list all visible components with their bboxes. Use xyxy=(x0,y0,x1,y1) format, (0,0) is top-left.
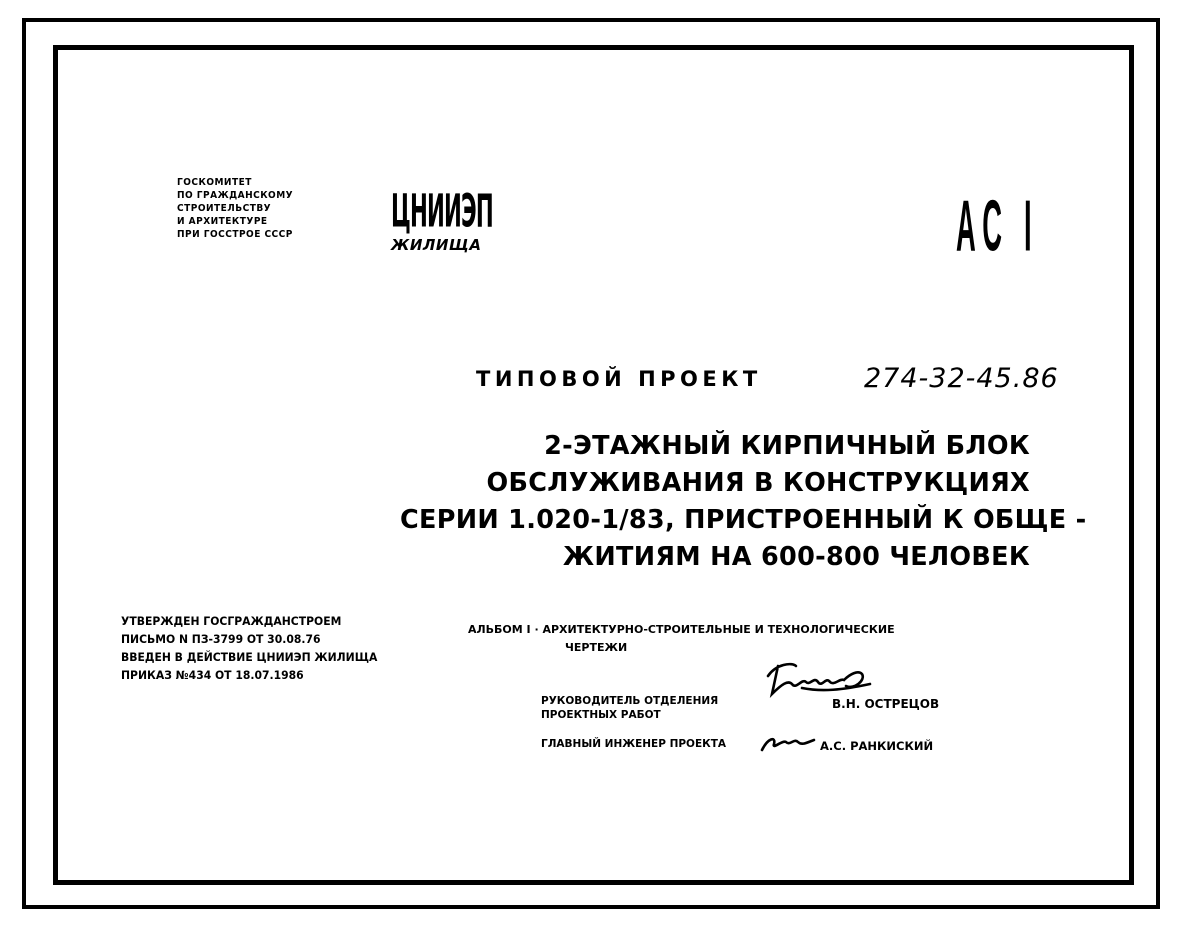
head-signature xyxy=(762,654,874,700)
organization-block xyxy=(177,176,293,241)
album-line-1: АЛЬБОМ I · АРХИТЕКТУРНО-СТРОИТЕЛЬНЫЕ И ТЕХНОЛОГИЧЕСКИЕ xyxy=(468,623,895,636)
approval-line: УТВЕРЖДЕН ГОСГРАЖДАНСТРОЕМ xyxy=(121,614,342,628)
project-label: ТИПОВОЙ ПРОЕКТ xyxy=(476,367,762,391)
institute-logo xyxy=(391,186,493,258)
title-line: ОБСЛУЖИВАНИЯ В КОНСТРУКЦИЯХ xyxy=(486,468,1030,498)
album-code: АС I xyxy=(956,188,1039,268)
head-title-block xyxy=(541,694,718,722)
title-line: ЖИТИЯМ НА 600-800 ЧЕЛОВЕК xyxy=(562,542,1030,572)
title-line: СЕРИИ 1.020-1/83, ПРИСТРОЕННЫЙ К ОБЩЕ - xyxy=(400,505,1087,535)
title-line: 2-ЭТАЖНЫЙ КИРПИЧНЫЙ БЛОК xyxy=(544,431,1030,461)
approval-line: ПИСЬМО N ПЗ-3799 ОТ 30.08.76 xyxy=(121,632,321,646)
project-number: 274-32-45.86 xyxy=(864,363,1059,394)
head-title-line: ПРОЕКТНЫХ РАБОТ xyxy=(541,709,661,721)
organization-line: И АРХИТЕКТУРЕ xyxy=(177,216,268,227)
chief-name: А.С. РАНКИСКИЙ xyxy=(820,739,934,753)
approval-line: ВВЕДЕН В ДЕЙСТВИЕ ЦНИИЭП ЖИЛИЩА xyxy=(121,650,378,664)
album-line-2: ЧЕРТЕЖИ xyxy=(565,641,628,654)
head-name: В.Н. ОСТРЕЦОВ xyxy=(832,697,940,711)
organization-line: ПО ГРАЖДАНСКОМУ xyxy=(177,190,294,201)
logo-top-text: ЦНИИЭП xyxy=(391,186,493,239)
approval-line: ПРИКАЗ №434 ОТ 18.07.1986 xyxy=(121,668,304,682)
organization-line: СТРОИТЕЛЬСТВУ xyxy=(177,203,272,214)
chief-title: ГЛАВНЫЙ ИНЖЕНЕР ПРОЕКТА xyxy=(541,738,727,750)
project-title xyxy=(400,428,1087,576)
organization-line: ПРИ ГОССТРОЕ СССР xyxy=(177,229,293,240)
organization-line: ГОСКОМИТЕТ xyxy=(177,177,252,188)
album-description xyxy=(468,621,895,657)
chief-signature xyxy=(760,732,818,754)
logo-bottom-text: ЖИЛИЩА xyxy=(391,236,482,254)
head-title-line: РУКОВОДИТЕЛЬ ОТДЕЛЕНИЯ xyxy=(541,695,719,707)
approval-block xyxy=(121,612,377,684)
